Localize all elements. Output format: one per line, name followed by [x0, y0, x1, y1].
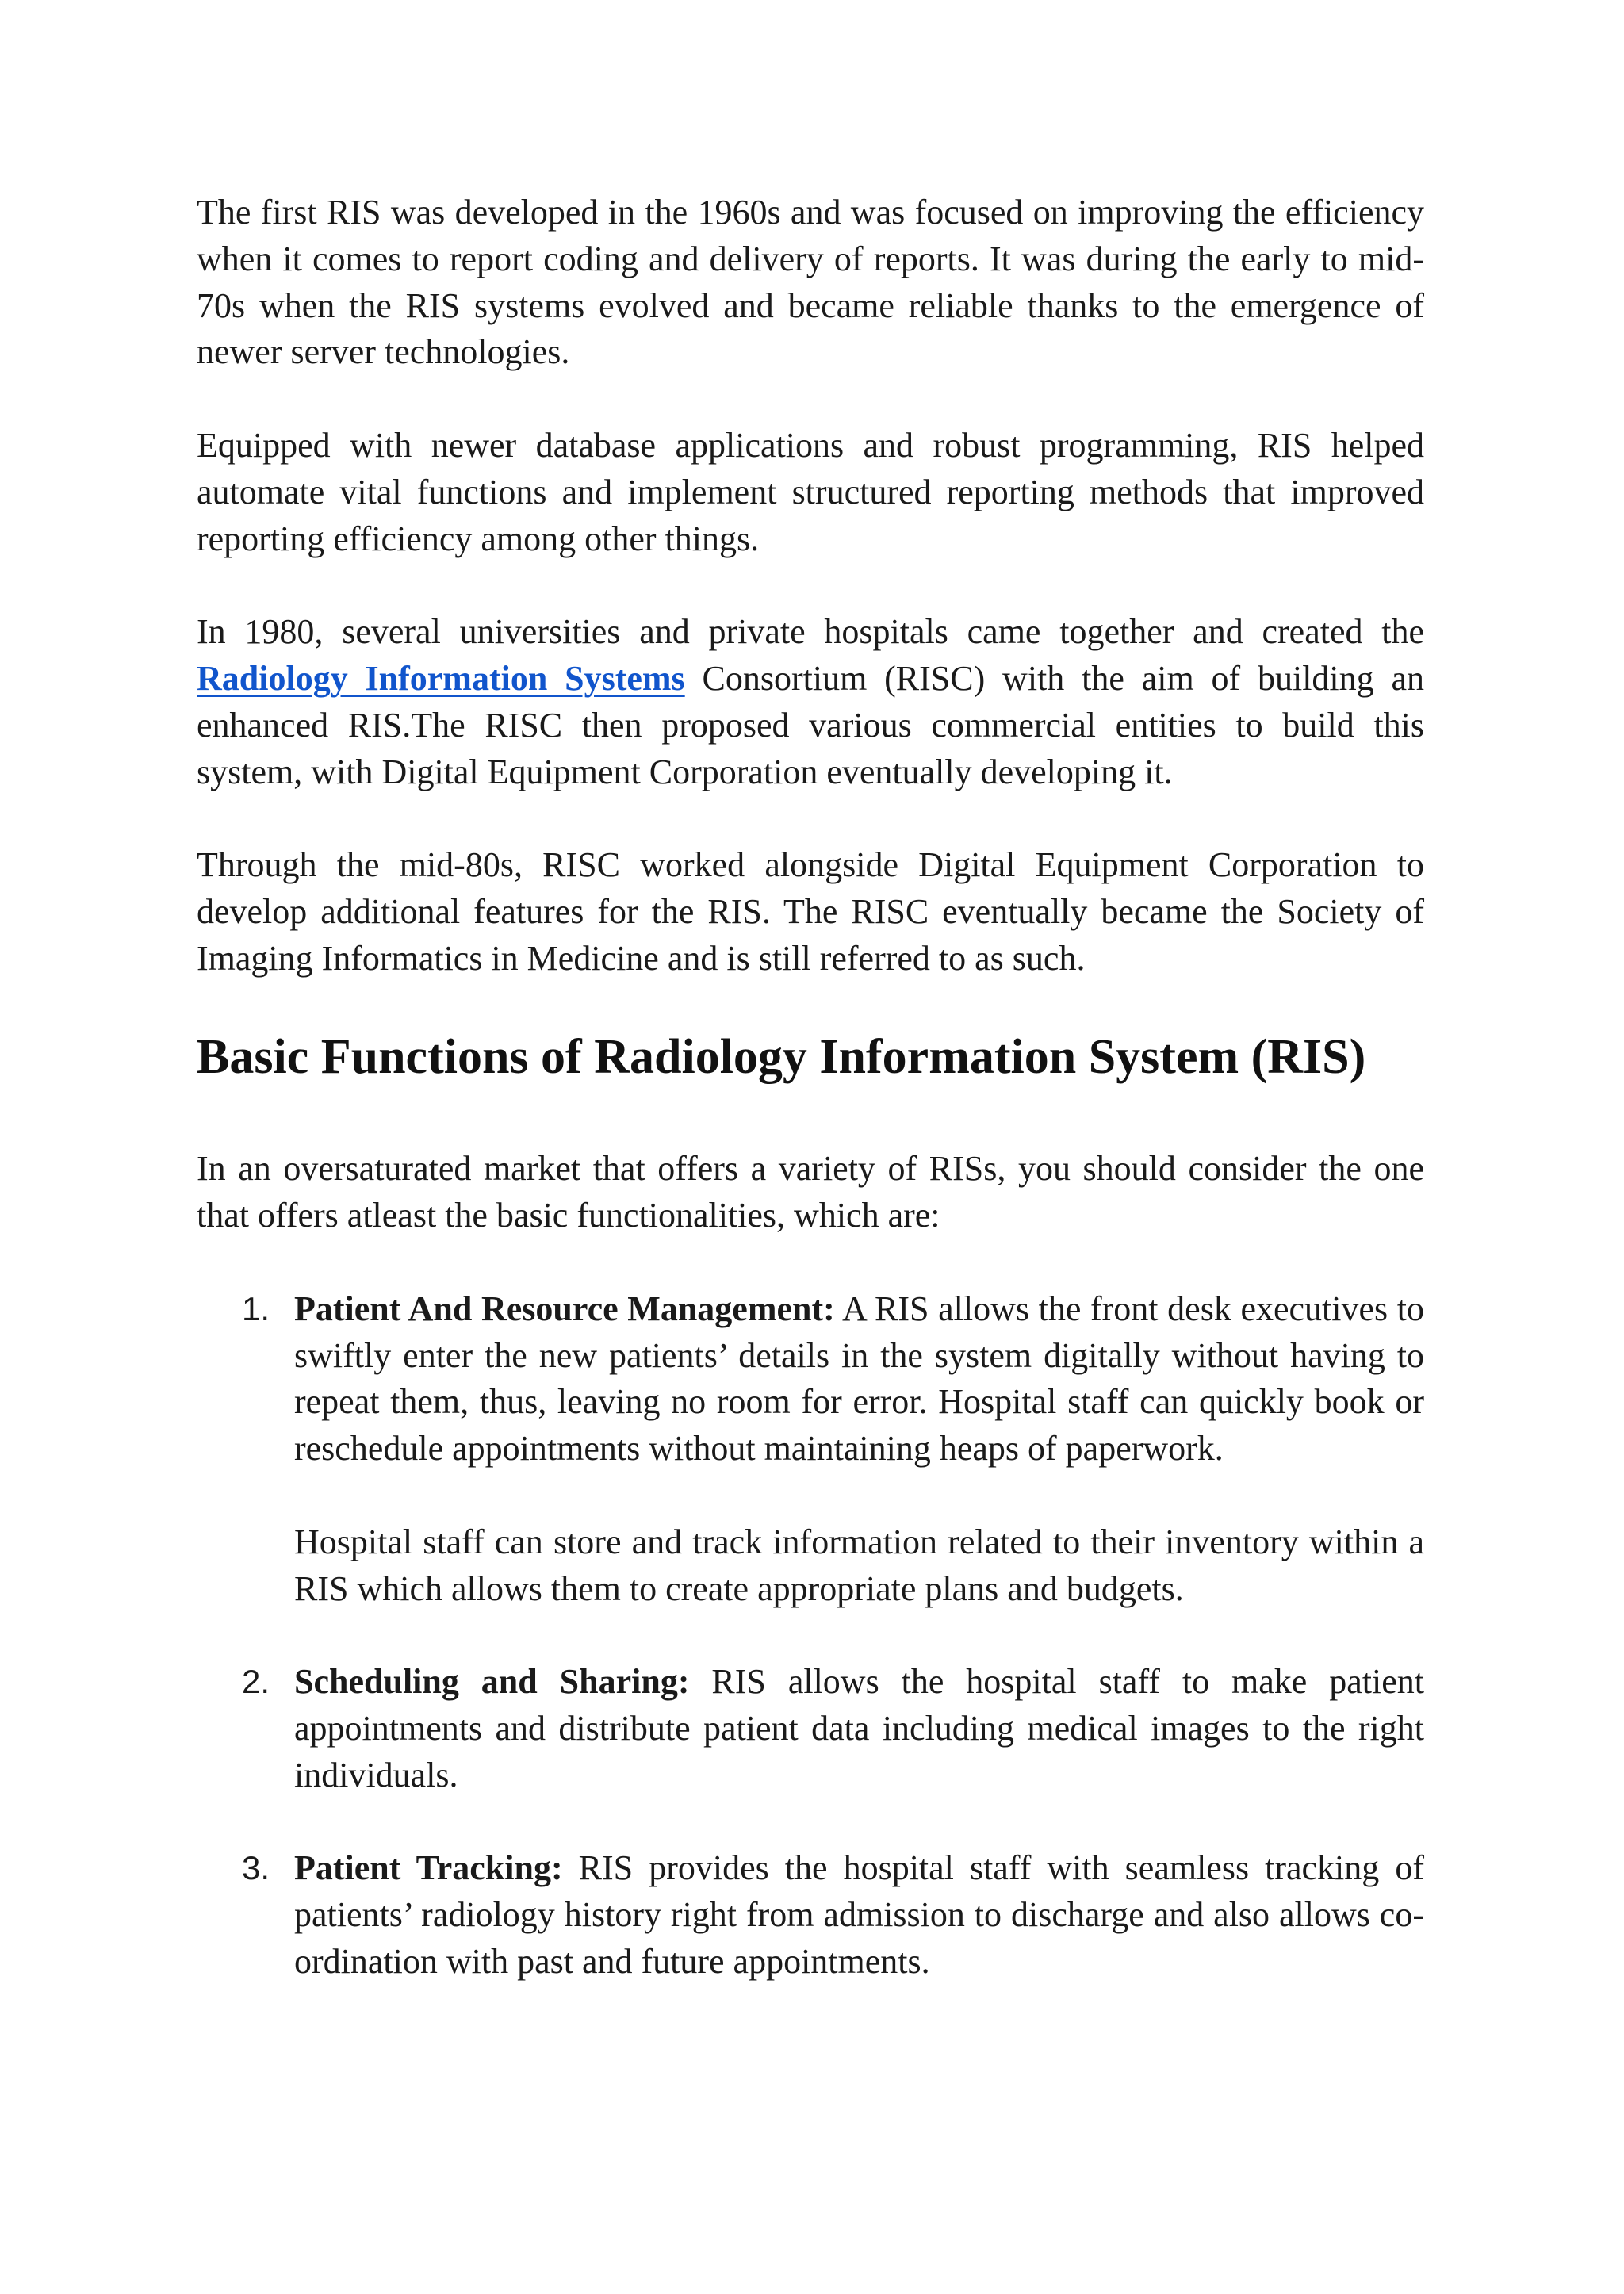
section-heading: Basic Functions of Radiology Information System (RIS) — [197, 1030, 1366, 1085]
list-item-text — [294, 1659, 1424, 1798]
list-number: 3. — [242, 1849, 270, 1887]
list-item-description: A RIS allows the front desk executives to swiftly enter the new patients’ details in the system digitally without having to repeat them, thus, leaving no room for error. Hospital staff can quickly book or reschedule appointments without maintaining heaps of paperwork. — [294, 1289, 1425, 1469]
paragraph-text: Consortium (RISC) with the aim of building an enhanced RIS.The RISC then proposed various commercial entities to build this system, with Digital Equipment Corporation eventually developing it. — [197, 658, 1424, 791]
list-item-term: Patient Tracking: — [294, 1848, 563, 1888]
paragraph-risc-society: Through the mid-80s, RISC worked alongside Digital Equipment Corporation to develop additional features for the RIS. The RISC eventually became the Society of Imaging Informatics in Medicine and is still referred to as such. — [197, 845, 1424, 978]
paragraph-ris-automation: Equipped with newer database applications and robust programming, RIS helped automate vital functions and implement structured reporting methods that improved reporting efficiency among other things. — [197, 425, 1424, 558]
radiology-information-systems-link[interactable]: Radiology Information Systems — [197, 658, 685, 698]
list-item — [197, 1286, 1424, 1613]
functions-list — [197, 1286, 1424, 1986]
paragraph-text: In 1980, several universities and private hospitals came together and created the — [197, 612, 1424, 652]
list-item-text — [294, 1845, 1424, 1985]
list-item-description: RIS allows the hospital staff to make patient appointments and distribute patient data including medical images to the right individuals. — [294, 1662, 1424, 1794]
list-item-extra: Hospital staff can store and track information related to their inventory within a RIS which allows them to create appropriate plans and budgets. — [294, 1522, 1424, 1608]
list-item — [197, 1659, 1424, 1798]
list-item-term: Scheduling and Sharing: — [294, 1662, 690, 1702]
list-item-description: RIS provides the hospital staff with seamless tracking of patients’ radiology history right from admission to discharge and also allows co-ordination with past and future appointments. — [294, 1848, 1424, 1981]
section-intro: In an oversaturated market that offers a variety of RISs, you should consider the one that offers atleast the basic functionalities, which are: — [197, 1149, 1424, 1235]
paragraph-ris-history: The first RIS was developed in the 1960s and was focused on improving the efficiency when it comes to report coding and delivery of reports. It was during the early to mid-70s when the RIS systems evolved and became reliable thanks to the emergence of newer server technologies. — [197, 193, 1424, 372]
paragraph-risc-consortium — [197, 609, 1424, 795]
list-item-text — [294, 1286, 1424, 1473]
document-body — [197, 190, 1424, 2032]
list-item-term: Patient And Resource Management: — [294, 1289, 835, 1328]
list-number: 2. — [242, 1663, 270, 1701]
list-number: 1. — [242, 1289, 270, 1327]
list-item — [197, 1845, 1424, 1985]
